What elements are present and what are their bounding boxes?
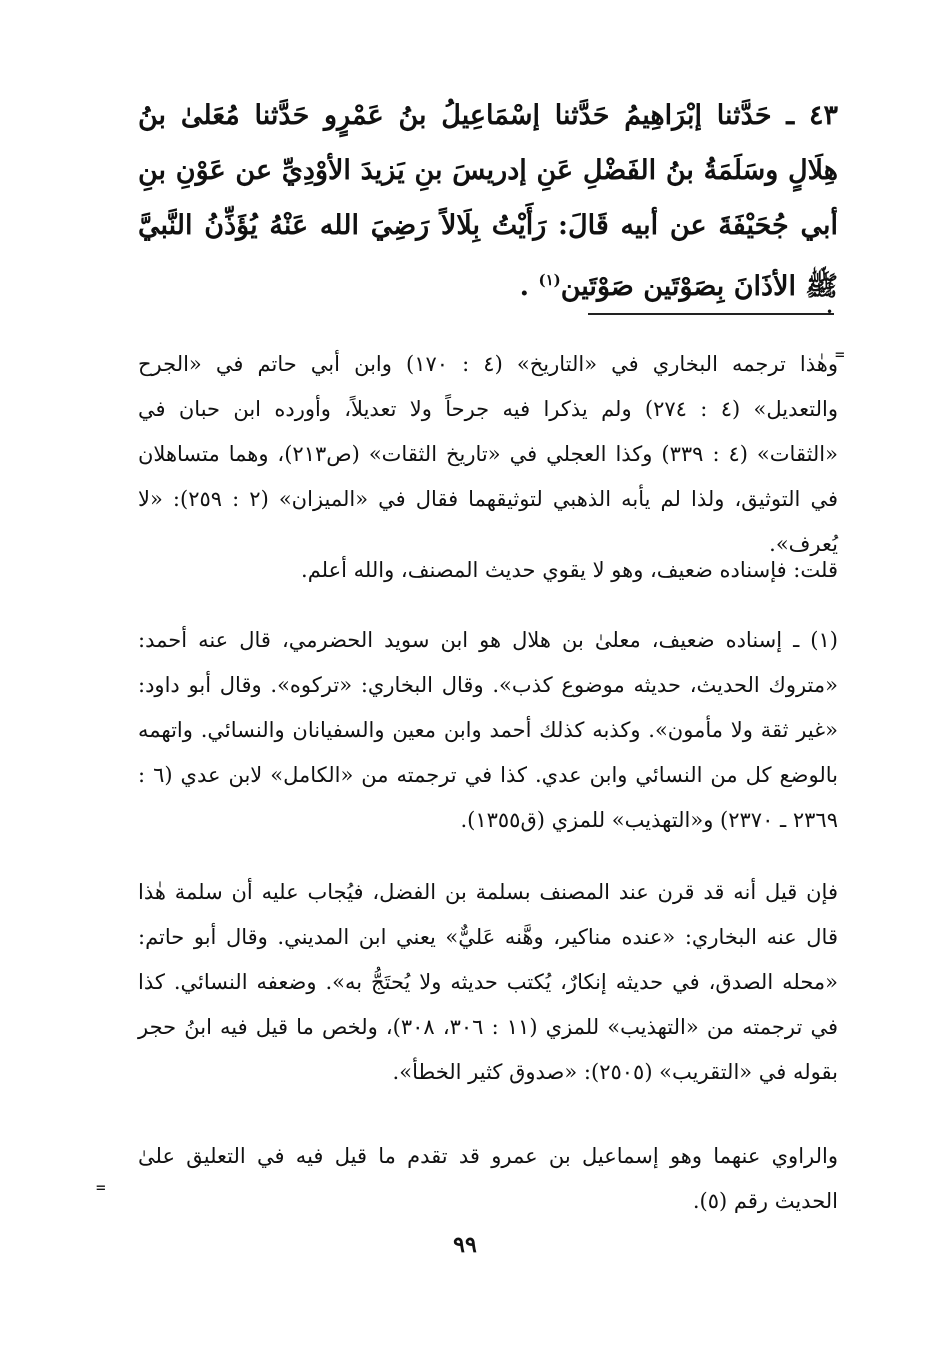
footnote-1-narrator xyxy=(138,1134,838,1224)
footnote-conclusion xyxy=(138,548,838,593)
footnote-separator xyxy=(588,313,834,315)
footnote-1-objection xyxy=(138,870,838,1095)
footnote-1-text: (١) ـ إسناده ضعيف، معلىٰ بن هلال هو ابن سويد الحضرمي، قال عنه أحمد: «متروك الحديث، حديثه موضوع كذب». وقال البخاري: «تركوه». وقال أبو داود: «غير ثقة ولا مأمون». وكذبه كذلك أحمد وابن معين والسفيانان والنسائي. واتهمه بالوضع كل من النسائي وابن عدي. كذا في ترجمته من «الكامل» لابن عدي (٦ : ٢٣٦٩ ـ ٢٣٧٠) و«التهذيب» للمزي (ق١٣٥٥). xyxy=(138,628,838,832)
footnote-continuation-text: وهٰذا ترجمه البخاري في «التاريخ» (٤ : ١٧٠) وابن أبي حاتم في «الجرح والتعديل» (٤ : ٢٧٤) ولم يذكرا فيه جرحاً ولا تعديلاً، وأورده ابن حبان في «الثقات» (٤ : ٣٣٩) وكذا العجلي في «تاريخ الثقات» (ص٢١٣)، وهما متساهلان في التوثيق، ولذا لم يأبه الذهبي لتوثيقهما فقال في «الميزان» (٢ : ٢٥٩): «لا يُعرف». xyxy=(138,352,838,556)
footnote-continuation xyxy=(138,342,838,567)
footnote-continuation-mark-bottom: = xyxy=(96,1178,106,1197)
separator-dot: • xyxy=(826,305,834,319)
page-number: ٩٩ xyxy=(453,1232,477,1258)
footnote-continuation-mark-top: = xyxy=(835,345,845,364)
hadith-end-mark: . xyxy=(519,271,539,302)
hadith-text-block xyxy=(138,88,838,314)
footnote-1 xyxy=(138,618,838,843)
footnote-objection-text: فإن قيل أنه قد قرن عند المصنف بسلمة بن الفضل، فيُجاب عليه أن سلمة هٰذا قال عنه البخاري: «عنده مناكير، وهَّنه عَليٌّ» يعني ابن المديني. وقال أبو حاتم: «محله الصدق، في حديثه إنكارٌ، يُكتب حديثه ولا يُحتَجُّ به». وضعفه النسائي. كذا في ترجمته من «التهذيب» للمزي (١١ : ٣٠٦، ٣٠٨)، ولخص ما قيل فيه ابنُ حجر بقوله في «التقريب» (٢٥٠٥): «صدوق كثير الخطأ». xyxy=(138,880,838,1084)
footnote-reference: (١) xyxy=(538,271,561,289)
footnote-conclusion-text: قلت: فإسناده ضعيف، وهو لا يقوي حديث المصنف، والله أعلم. xyxy=(301,558,838,582)
hadith-paragraph xyxy=(138,88,838,314)
footnote-narrator-text: والراوي عنهما وهو إسماعيل بن عمرو قد تقدم ما قيل فيه في التعليق علىٰ الحديث رقم (٥). xyxy=(138,1144,838,1213)
hadith-text: ٤٣ ـ حَدَّثنا إبْرَاهِيمُ حَدَّثنا إسْمَاعِيلُ بنُ عَمْرٍو حَدَّثنا مُعَلىٰ بنُ هِلَالٍ وسَلَمَةُ بنُ الفَضْلِ عَنِ إدريسَ بنِ يَزيدَ الأوْدِيِّ عن عَوْنِ بنِ أبي جُحَيْفَةَ عن أبيه قَالَ: رَأَيْتُ بِلَالاً رَضِيَ الله عَنْهُ يُؤَذِّنُ النَّبيَّ ﷺ الأذَانَ بِصَوْتَين صَوْتَين xyxy=(138,100,838,302)
